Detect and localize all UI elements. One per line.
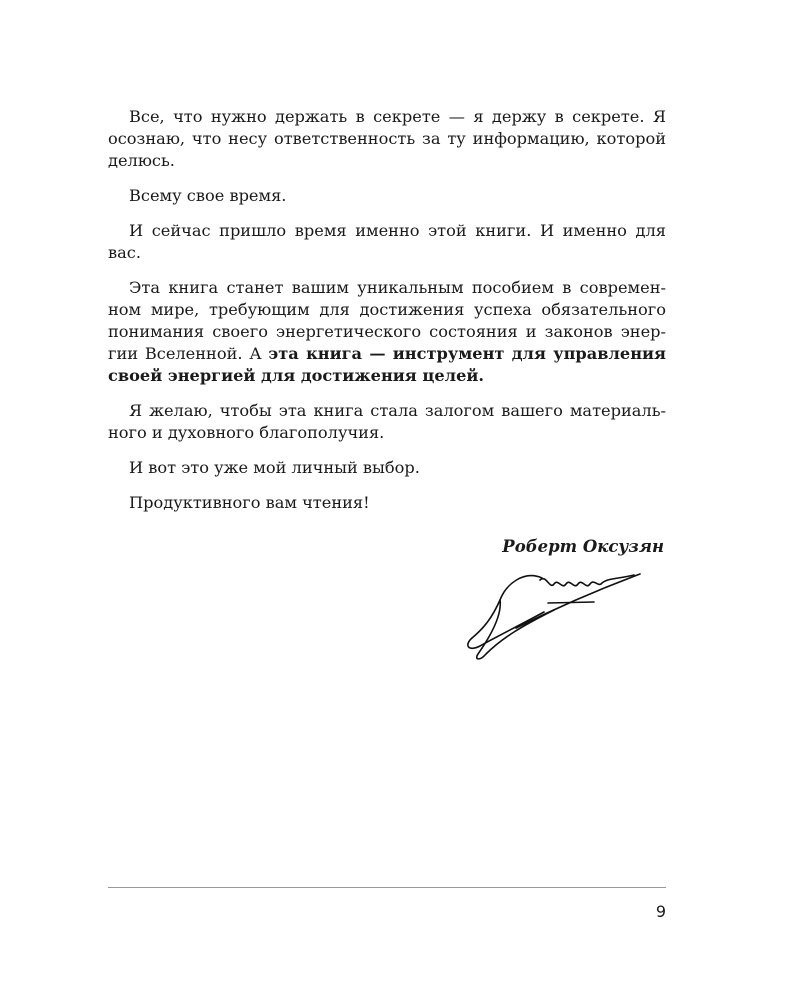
author-name: Роберт Оксузян bbox=[502, 537, 664, 556]
signature-image bbox=[462, 566, 648, 664]
paragraph-text: Продуктивного вам чтения! bbox=[129, 493, 370, 512]
body-text bbox=[108, 106, 666, 527]
paragraph bbox=[108, 220, 666, 264]
paragraph-text: Эта книга станет вашим уникальным пособием в современном мире, требующим для достижения успеха обязательного понимания своего энергетического состояния и законов энергии Вселенной. А bbox=[108, 278, 666, 363]
paragraph bbox=[108, 185, 666, 207]
paragraph-text: Все, что нужно держать в секрете — я держу в секрете. Я осознаю, что несу ответственность за ту информацию, которой делюсь. bbox=[108, 107, 666, 170]
footer-divider bbox=[108, 887, 666, 888]
paragraph-text: Всему свое время. bbox=[129, 186, 287, 205]
page-number: 9 bbox=[655, 902, 666, 921]
paragraph bbox=[108, 492, 666, 514]
paragraph-text: И вот это уже мой личный выбор. bbox=[129, 458, 420, 477]
paragraph bbox=[108, 277, 666, 387]
paragraph-text: Я желаю, чтобы эта книга стала залогом вашего материального и духовного благополучия. bbox=[108, 401, 666, 442]
paragraph-text: И сейчас пришло время именно этой книги. И именно для вас. bbox=[108, 221, 666, 262]
paragraph bbox=[108, 400, 666, 444]
paragraph bbox=[108, 457, 666, 479]
paragraph-emphasis: эта книга — инструмент для управления своей энергией для достижения целей. bbox=[108, 344, 667, 385]
paragraph bbox=[108, 106, 666, 172]
